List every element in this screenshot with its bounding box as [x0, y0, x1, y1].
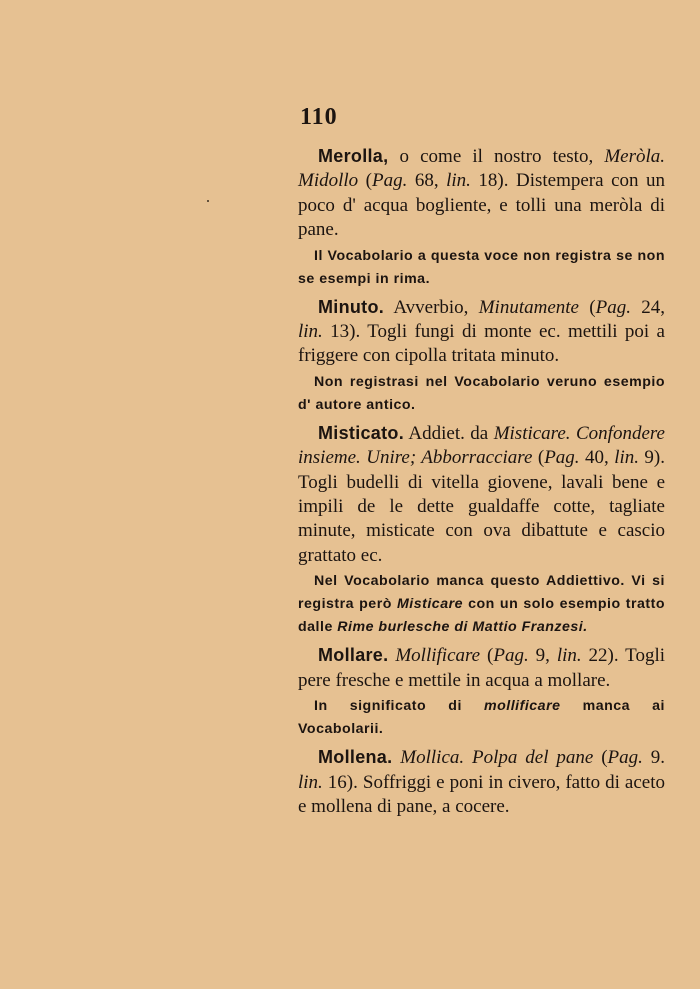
page-text: [298, 144, 665, 819]
text-run: Nel Vocabolario manca questo Addiettivo. Vi si registra però: [298, 573, 665, 613]
page-number: 110: [300, 104, 338, 130]
italic-text: lin.: [446, 170, 471, 192]
text-run: (: [532, 447, 545, 469]
text-run: Addiet. da: [404, 422, 494, 444]
dictionary-entry: [298, 643, 665, 693]
italic-text: Pag.: [493, 645, 529, 667]
text-run: 24,: [630, 296, 666, 318]
italic-text: Rime burlesche di Mattio Franzesi.: [337, 619, 588, 636]
text-run: In significato di: [314, 698, 485, 715]
italic-text: lin.: [614, 447, 639, 469]
italic-text: Meròla. Midollo: [298, 146, 665, 192]
entry-headword: Misticato.: [318, 422, 405, 443]
dictionary-entry: [298, 144, 665, 243]
text-run: (: [593, 747, 608, 769]
text-run: 40,: [579, 447, 615, 469]
entry-note: [298, 570, 665, 639]
dictionary-entry: [298, 745, 665, 819]
text-run: 9). Togli budelli di vitella giovene, lavali bene e impili de le dette gualdaffe cotte, tagliate minute, misticate con ova dibattute e cascio grattato ec.: [298, 447, 666, 566]
text-run: 9.: [642, 747, 665, 769]
text-run: manca ai Vocabolarii.: [298, 698, 665, 738]
italic-text: mollificare: [484, 698, 561, 715]
italic-text: lin.: [298, 321, 323, 343]
margin-speck: [207, 200, 209, 202]
text-run: 13). Togli fungi di monte ec. mettili poi a friggere con cipolla tritata minuto.: [298, 321, 665, 367]
text-run: (: [480, 645, 494, 667]
entry-note: [298, 695, 665, 741]
entry-headword: Mollena.: [318, 747, 393, 768]
text-run: 16). Soffriggi e poni in civero, fatto di aceto e mollena di pane, a cocere.: [298, 771, 665, 817]
italic-text: Misticare. Confondere insieme. Unire; Abborracciare: [298, 422, 665, 469]
italic-text: lin.: [298, 771, 323, 793]
text-run: 22). Togli pere fresche e mettile in acqua a mollare.: [298, 645, 666, 691]
entry-note: [298, 371, 665, 417]
text-run: 9,: [528, 645, 557, 667]
italic-text: Mollica. Polpa del pane: [400, 747, 594, 769]
dictionary-entry: [298, 421, 665, 568]
italic-text: Pag.: [595, 296, 631, 318]
text-run: (: [578, 296, 596, 318]
entry-headword: Minuto.: [318, 296, 385, 317]
entry-note: [298, 245, 665, 291]
text-run: 18). Distempera con un poco d' acqua bogliente, e tolli una meròla di pane.: [298, 170, 666, 241]
italic-text: lin.: [556, 645, 582, 667]
text-run: Il Vocabolario a questa voce non registra se non se esempi in rima.: [298, 247, 665, 287]
entry-headword: Merolla,: [318, 146, 389, 166]
text-run: con un solo esempio tratto dalle: [298, 596, 665, 636]
italic-text: Pag.: [607, 747, 643, 769]
italic-text: Pag.: [372, 170, 408, 192]
text-run: Non registrasi nel Vocabolario veruno esempio d' autore antico.: [298, 373, 665, 413]
entry-headword: Mollare.: [318, 645, 389, 666]
italic-text: Misticare: [396, 596, 463, 613]
italic-text: Minutamente: [478, 296, 579, 318]
dictionary-entry: [298, 295, 665, 369]
italic-text: Mollificare: [395, 645, 481, 667]
italic-text: Pag.: [544, 447, 580, 469]
text-run: Avverbio,: [384, 296, 479, 318]
text-run: o come il nostro testo,: [388, 146, 605, 167]
text-run: (: [358, 170, 372, 192]
text-run: 68,: [407, 170, 447, 192]
